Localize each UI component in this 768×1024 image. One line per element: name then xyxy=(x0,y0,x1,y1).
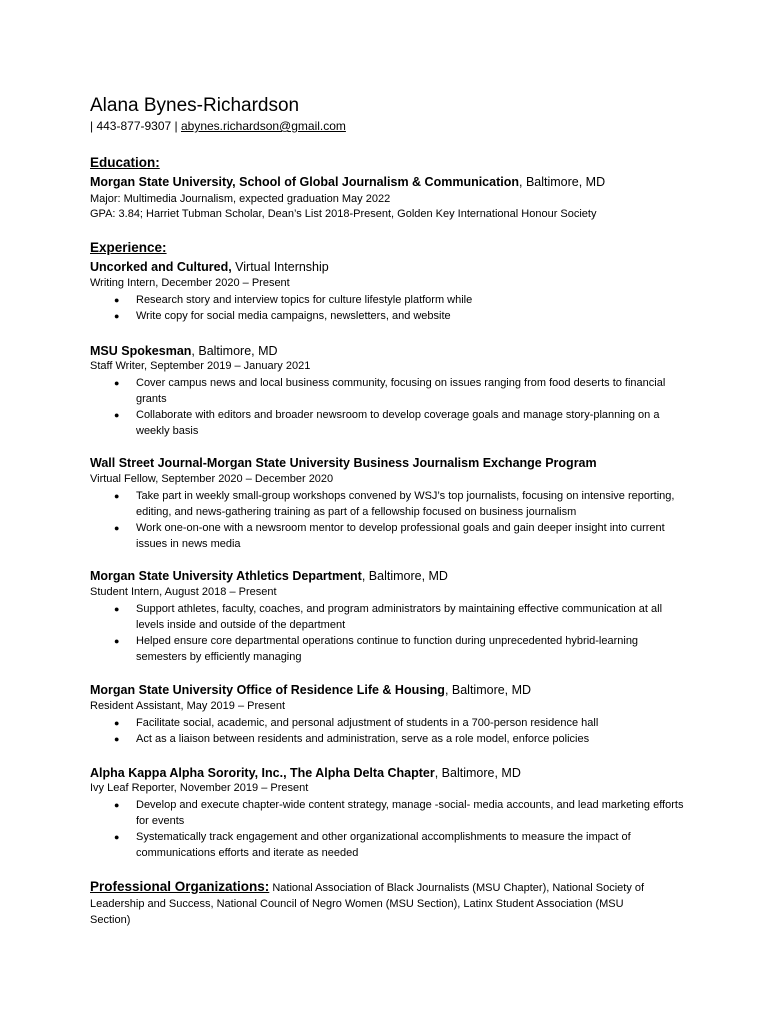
job-bullet: ● Take part in weekly small-group workshops convened by WSJ’s top journalists, focusing on intensive reporting, editing, and news-gathering training as part of a fellowship focused on business journalism xyxy=(90,488,690,520)
contact-line xyxy=(90,119,346,133)
job-org-name: MSU Spokesman xyxy=(90,344,192,358)
job-bullet: ● Work one-on-one with a newsroom mentor to develop professional goals and gain deeper insight into current issues in news media xyxy=(90,520,690,552)
job-bullet: ● Develop and execute chapter-wide content strategy, manage -social- media accounts, and lead marketing efforts for events xyxy=(90,797,690,829)
job-org-suffix: , Baltimore, MD xyxy=(434,766,521,780)
job-bullets xyxy=(90,797,690,861)
job-role: Student Intern, August 2018 – Present xyxy=(90,586,277,598)
job-org xyxy=(90,344,278,358)
job-org xyxy=(90,260,329,274)
professional-text: National Association of Black Journalists (MSU Chapter), National Society of Leadership and Success, National Council of Negro Women (MSU Section), Latinx Student Association (MSU Section) xyxy=(90,882,645,926)
professional-heading: Professional Organizations: xyxy=(90,879,270,894)
education-major: Major: Multimedia Journalism, expected graduation May 2022 xyxy=(90,193,391,205)
job-org-suffix: , Baltimore, MD xyxy=(191,344,278,358)
job-org xyxy=(90,456,597,470)
job-role: Staff Writer, September 2019 – January 2021 xyxy=(90,360,311,372)
professional-organizations xyxy=(90,879,650,928)
experience-heading: Experience: xyxy=(90,240,167,255)
job-org xyxy=(90,766,521,780)
education-school xyxy=(90,175,605,189)
job-role: Virtual Fellow, September 2020 – December 2020 xyxy=(90,473,334,485)
job-org-suffix: Virtual Internship xyxy=(231,260,329,274)
job-bullet: ● Helped ensure core departmental operations continue to function during unprecedented hybrid-learning semesters by efficiently managing xyxy=(90,633,690,665)
job-bullets xyxy=(90,601,690,665)
job-bullet: ● Research story and interview topics for culture lifestyle platform while xyxy=(90,292,690,308)
email-link[interactable]: abynes.richardson@gmail.com xyxy=(180,119,346,133)
job-org xyxy=(90,569,448,583)
job-org-name: Alpha Kappa Alpha Sorority, Inc., The Alpha Delta Chapter xyxy=(90,766,435,780)
job-org xyxy=(90,683,531,697)
job-bullets xyxy=(90,375,690,439)
job-org-name: Wall Street Journal-Morgan State University Business Journalism Exchange Program xyxy=(90,456,597,470)
school-location: , Baltimore, MD xyxy=(519,175,606,189)
phone-number: | 443-877-9307 | xyxy=(90,119,178,133)
education-heading: Education: xyxy=(90,155,160,170)
job-role: Ivy Leaf Reporter, November 2019 – Present xyxy=(90,782,309,794)
education-gpa: GPA: 3.84; Harriet Tubman Scholar, Dean’s List 2018-Present, Golden Key International Honour Society xyxy=(90,208,597,220)
job-bullet: ● Systematically track engagement and other organizational accomplishments to measure the impact of communications efforts and iterate as needed xyxy=(90,829,690,861)
job-org-suffix: , Baltimore, MD xyxy=(361,569,448,583)
job-bullet: ● Support athletes, faculty, coaches, and program administrators by maintaining effective communication at all levels inside and outside of the department xyxy=(90,601,690,633)
job-org-name: Morgan State University Athletics Department xyxy=(90,569,362,583)
job-bullets xyxy=(90,715,690,747)
job-bullet: ● Write copy for social media campaigns, newsletters, and website xyxy=(90,308,690,324)
job-bullets xyxy=(90,292,690,324)
job-bullet: ● Cover campus news and local business community, focusing on issues ranging from food deserts to financial grants xyxy=(90,375,690,407)
job-bullet: ● Collaborate with editors and broader newsroom to develop coverage goals and manage story-planning on a weekly basis xyxy=(90,407,690,439)
job-org-name: Morgan State University Office of Residence Life & Housing xyxy=(90,683,445,697)
school-name: Morgan State University, School of Global Journalism & Communication xyxy=(90,175,519,189)
job-org-name: Uncorked and Cultured, xyxy=(90,260,232,274)
job-org-suffix: , Baltimore, MD xyxy=(444,683,532,697)
job-bullet: ● Act as a liaison between residents and administration, serve as a role model, enforce policies xyxy=(90,731,690,747)
job-bullets xyxy=(90,488,690,552)
candidate-name: Alana Bynes-Richardson xyxy=(90,95,300,116)
job-bullet: ● Facilitate social, academic, and personal adjustment of students in a 700-person residence hall xyxy=(90,715,690,731)
job-role: Writing Intern, December 2020 – Present xyxy=(90,277,290,289)
job-role: Resident Assistant, May 2019 – Present xyxy=(90,700,286,712)
